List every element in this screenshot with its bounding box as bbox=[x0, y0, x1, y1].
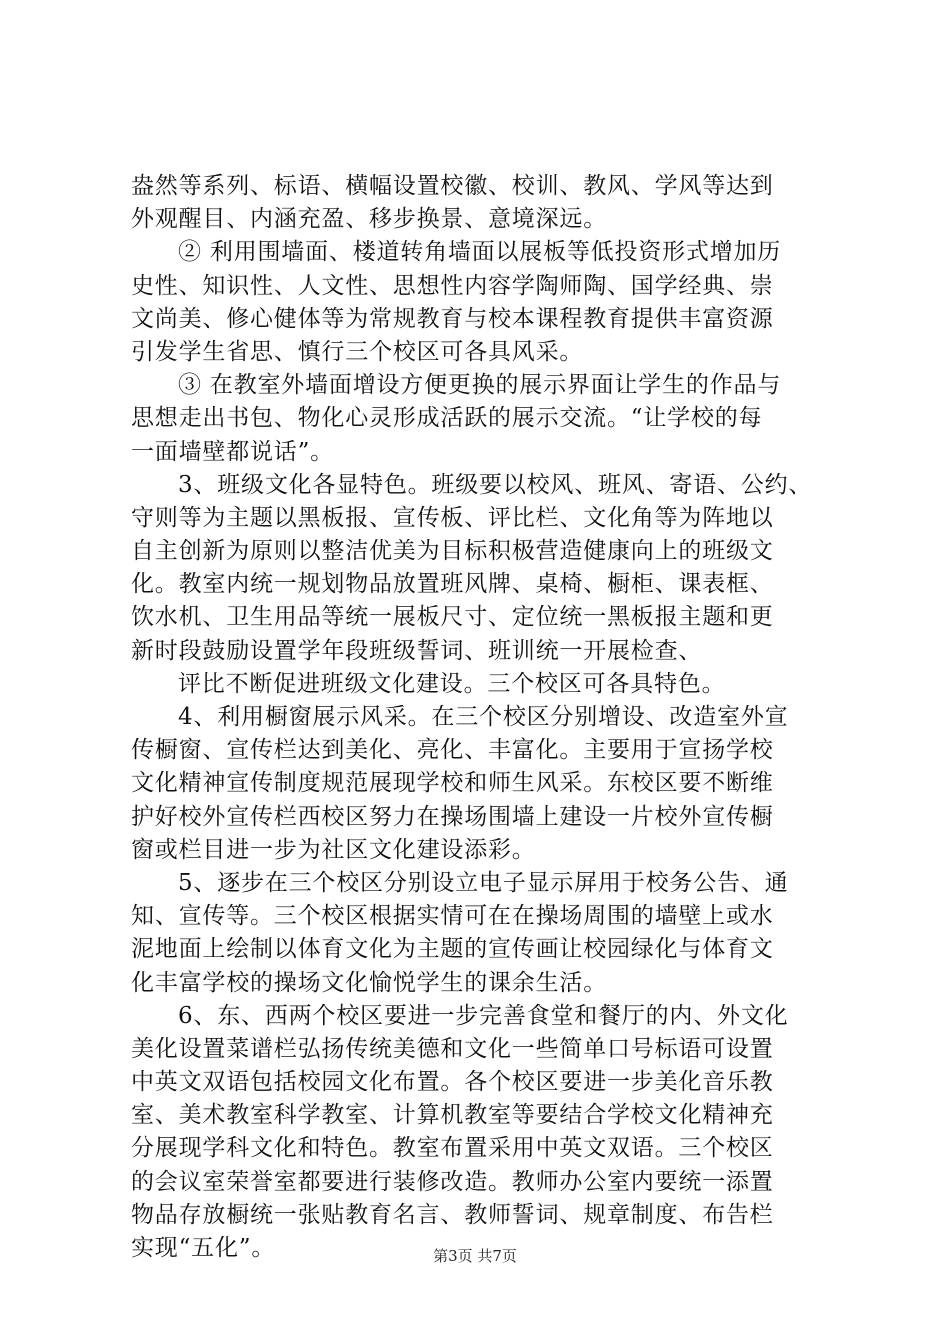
text-line: 护好校外宣传栏西校区努力在操场围墙上建设一片校外宣传橱 bbox=[131, 803, 774, 830]
text-line: 一面墙壁都说话”。 bbox=[131, 438, 334, 465]
text-line: 3、班级文化各显特色。班级要以校风、班风、寄语、公约、 bbox=[178, 471, 813, 498]
text-line: 守则等为主题以黑板报、宣传板、评比栏、文化角等为阵地以 bbox=[131, 504, 774, 531]
text-line: 的会议室荣誉室都要进行装修改造。教师办公室内要统一添置 bbox=[131, 1168, 774, 1195]
text-line: 化。教室内统一规划物品放置班风牌、桌椅、橱柜、课表框、 bbox=[131, 571, 774, 598]
text-line: 知、宣传等。三个校区根据实情可在在操场周围的墙壁上或水 bbox=[131, 903, 774, 930]
body-text bbox=[131, 170, 831, 1265]
text-line: 外观醒目、内涵充盈、移步换景、意境深远。 bbox=[131, 206, 607, 233]
text-line: 化丰富学校的操场文化愉悦学生的课余生活。 bbox=[131, 969, 607, 996]
text-line: 文尚美、修心健体等为常规教育与校本课程教育提供丰富资源 bbox=[131, 305, 774, 332]
text-line: 室、美术教室科学教室、计算机教室等要结合学校文化精神充 bbox=[131, 1102, 774, 1129]
text-line: 实现“五化”。 bbox=[131, 1235, 276, 1261]
text-line: 物品存放橱统一张贴教育名言、教师誓词、规章制度、布告栏 bbox=[131, 1201, 774, 1228]
text-line: 史性、知识性、人文性、思想性内容学陶师陶、国学经典、崇 bbox=[131, 272, 774, 299]
text-line: 6、东、西两个校区要进一步完善食堂和餐厅的内、外文化 bbox=[178, 1002, 789, 1029]
text-line: 5、逐步在三个校区分别设立电子显示屏用于校务公告、通 bbox=[178, 869, 789, 896]
text-line: 思想走出书包、物化心灵形成活跃的展示交流。“让学校的每 bbox=[131, 405, 763, 432]
text-line: ③ 在教室外墙面增设方便更换的展示界面让学生的作品与 bbox=[178, 372, 782, 399]
text-line: 文化精神宣传制度规范展现学校和师生风采。东校区要不断维 bbox=[131, 770, 774, 797]
page-footer: 第3页 共7页 bbox=[433, 1247, 517, 1265]
text-line: 盎然等系列、标语、横幅设置校徽、校训、教风、学风等达到 bbox=[131, 173, 774, 199]
text-line: 美化设置菜谱栏弘扬传统美德和文化一些简单口号标语可设置 bbox=[131, 1035, 774, 1062]
text-line: 中英文双语包括校园文化布置。各个校区要进一步美化音乐教 bbox=[131, 1069, 774, 1096]
text-line: ② 利用围墙面、楼道转角墙面以展板等低投资形式增加历 bbox=[178, 239, 782, 266]
text-line: 分展现学科文化和特色。教室布置采用中英文双语。三个校区 bbox=[131, 1135, 774, 1162]
text-line: 4、利用橱窗展示风采。在三个校区分别增设、改造室外宣 bbox=[178, 704, 789, 730]
text-line: 传橱窗、宣传栏达到美化、亮化、丰富化。主要用于宣扬学校 bbox=[131, 737, 774, 764]
text-line: 饮水机、卫生用品等统一展板尺寸、定位统一黑板报主题和更 bbox=[131, 604, 774, 631]
text-line: 评比不断促进班级文化建设。三个校区可各具特色。 bbox=[178, 670, 726, 697]
text-line: 泥地面上绘制以体育文化为主题的宣传画让校园绿化与体育文 bbox=[131, 936, 774, 963]
text-line: 窗或栏目进一步为社区文化建设添彩。 bbox=[131, 836, 536, 863]
text-line: 自主创新为原则以整洁优美为目标积极营造健康向上的班级文 bbox=[131, 538, 774, 565]
text-line: 新时段鼓励设置学年段班级誓词、班训统一开展检查、 bbox=[131, 637, 703, 664]
text-line: 引发学生省思、慎行三个校区可各具风采。 bbox=[131, 338, 584, 365]
